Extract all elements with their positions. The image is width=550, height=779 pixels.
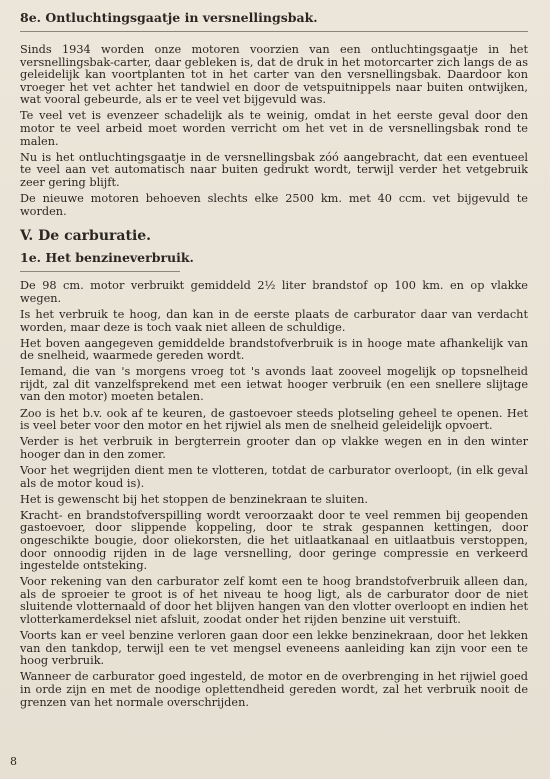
page-number: 8 [10, 755, 17, 768]
section-heading-1e: 1e. Het benzineverbruik. [20, 250, 194, 266]
paragraph: Voor het wegrijden dient men te vlotteren, totdat de carburator overloopt, (in elk geval als de motor koud is). [20, 463, 528, 490]
paragraph: De nieuwe motoren behoeven slechts elke 2500 km. met 40 ccm. vet bijgevuld te worden. [20, 192, 528, 218]
chapter-heading-v: V. De carburatie. [20, 228, 152, 245]
paragraph: Is het verbruik te hoog, dan kan in de eerste plaats de carburator daar van verdacht worden, maar deze is toch vaak niet alleen de schuldige. [20, 307, 528, 334]
paragraph: Het boven aangegeven gemiddelde brandstofverbruik is in hooge mate afhankelijk van de snelheid, waarmede gereden wordt. [20, 336, 528, 363]
paragraph: Het is gewenscht bij het stoppen de benzinekraan te sluiten. [20, 492, 368, 506]
paragraph: Voor rekening van den carburator zelf komt een te hoog brandstofverbruik alleen dan, als de sproeier te groot is of het niveau te hoog ligt, als de carburator door de niet sluitende vlotternaald of door het blijven hangen van den vlotter overloopt en indien het vlotterkamerdeksel niet afsluit, zoodat onder het rijden benzine uit verstuift. [20, 575, 528, 626]
paragraph: Te veel vet is evenzeer schadelijk als te weinig, omdat in het eerste geval door den motor te veel arbeid moet worden verricht om het vet in de versnellingsbak rond te malen. [20, 109, 528, 148]
paragraph: Voorts kan er veel benzine verloren gaan door een lekke benzinekraan, door het lekken van den tankdop, terwijl een te vet mengsel eveneens aanleiding kan zijn voor een te hoog verbruik. [20, 629, 528, 668]
section-heading-8e: 8e. Ontluchtingsgaatje in versnellingsbak. [20, 10, 318, 25]
heading-underline [20, 271, 180, 272]
paragraph: De 98 cm. motor verbruikt gemiddeld 2½ liter brandstof op 100 km. en op vlakke wegen. [20, 279, 528, 305]
heading-underline [20, 31, 528, 32]
paragraph: Wanneer de carburator goed ingesteld, de motor en de overbrenging in het rijwiel goed in orde zijn en met de noodige oplettendheid gereden wordt, zal het verbruik nooit de grenzen van het normale overschrijden. [20, 670, 528, 709]
paragraph: Iemand, die van 's morgens vroeg tot 's avonds laat zooveel mogelijk op topsnelheid rijdt, zal dit vanzelfsprekend met een ietwat hooger verbruik (en een snellere slijtage van den motor) moeten betalen. [20, 365, 528, 404]
paragraph: Nu is het ontluchtingsgaatje in de versnellingsbak zóó aangebracht, dat een eventueel te veel aan vet automatisch naar buiten gedrukt wordt, terwijl verder het vetgebruik zeer gering blijft. [20, 150, 528, 189]
paragraph: Zoo is het b.v. ook af te keuren, de gastoevoer steeds plotseling geheel te openen. Het is veel beter voor den motor en het rijwiel als men de snelheid geleidelijk opvoert. [20, 406, 528, 433]
paragraph: Sinds 1934 worden onze motoren voorzien van een ontluchtingsgaatje in het versnellingsbak-carter, daar gebleken is, dat de druk in het motorcarter zich langs de as geleidelijk kan voortplanten tot in het carter van den versnellingsbak. Daardoor kon vroeger het vet achter het tandwiel en door de vetspuitnippels naar buiten ontwijken, wat vooral gebeurde, als er te veel vet bijgevuld was. [20, 43, 528, 107]
paragraph: Verder is het verbruik in bergterrein grooter dan op vlakke wegen en in den winter hooger dan in den zomer. [20, 435, 528, 461]
paragraph: Kracht- en brandstofverspilling wordt veroorzaakt door te veel remmen bij geopenden gastoevoer, door slippende koppeling, door te strak gespannen kettingen, door ongeschikte bougie, door oliekorsten, die het uitlaatkanaal en uitlaatbuis verstoppen, door onnoodig rijden in de lage versnelling, door geringe compressie en verkeerd ingestelde ontsteking. [20, 508, 528, 573]
